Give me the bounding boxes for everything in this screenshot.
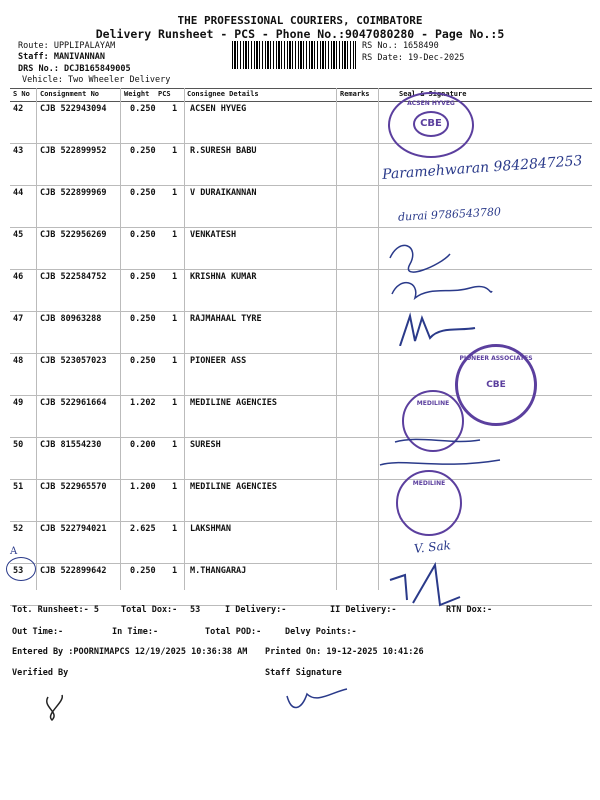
verifier-signature: [40, 692, 70, 722]
table-row: [10, 479, 592, 522]
row-consignee: VENKATESH: [190, 230, 237, 240]
rs-date: RS Date: 19-Dec-2025: [362, 53, 465, 63]
row-consignee: ACSEN HYVEG: [190, 104, 247, 114]
total-pod: Total POD:-: [205, 627, 262, 637]
row-53-a-mark: A: [10, 546, 18, 557]
company-name: THE PROFESSIONAL COURIERS, COIMBATORE: [177, 14, 423, 27]
pioneer-stamp: PIONEER ASSOCIATES CBE: [455, 344, 537, 426]
row-weight: 0.250: [130, 314, 156, 324]
entered-by: Entered By :POORNIMAPCS 12/19/2025 10:36:38 AM: [12, 647, 248, 657]
row-consignee: MEDILINE AGENCIES: [190, 398, 277, 408]
total-dox-value: 53: [190, 605, 201, 615]
mediline-stamp-51: MEDILINE: [396, 470, 462, 536]
row-pcs: 1: [172, 398, 178, 408]
row-pcs: 1: [172, 440, 178, 450]
row-sno: 44: [13, 188, 24, 198]
row-consignment: CJB 81554230: [40, 440, 102, 450]
row-consignment: CJB 522899642: [40, 566, 107, 576]
col-seal: Seal & Signature: [399, 90, 467, 98]
signature-row-52: V. Sak: [413, 538, 452, 556]
total-dox: Total Dox:-: [121, 605, 178, 615]
rtn-dox: RTN Dox:-: [446, 605, 493, 615]
staff-signature: Staff Signature: [265, 668, 342, 678]
col-consignee: Consignee Details: [187, 90, 259, 98]
row-pcs: 1: [172, 230, 178, 240]
col-remarks: Remarks: [340, 90, 370, 98]
row-consignee: SURESH: [190, 440, 221, 450]
row-pcs: 1: [172, 356, 178, 366]
row-weight: 2.625: [130, 524, 156, 534]
staff: Staff: MANIVANNAN: [18, 52, 105, 62]
row-weight: 1.200: [130, 482, 156, 492]
row-consignment: CJB 522899969: [40, 188, 107, 198]
row-weight: 0.250: [130, 272, 156, 282]
signature-row-43: Paramehwaran 9842847253: [381, 153, 583, 183]
row-consignment: CJB 522956269: [40, 230, 107, 240]
row-consignee: MEDILINE AGENCIES: [190, 482, 277, 492]
row-weight: 0.250: [130, 188, 156, 198]
out-time: Out Time:-: [12, 627, 64, 637]
row-sno: 49: [13, 398, 24, 408]
row-weight: 0.250: [130, 104, 156, 114]
row-consignee: PIONEER ASS: [190, 356, 247, 366]
row-consignment: CJB 522794021: [40, 524, 107, 534]
row-sno: 46: [13, 272, 24, 282]
row-pcs: 1: [172, 314, 178, 324]
row-pcs: 1: [172, 524, 178, 534]
row-pcs: 1: [172, 566, 178, 576]
row-consignment: CJB 522899952: [40, 146, 107, 156]
signature-row-44: durai 9786543780: [397, 205, 502, 224]
row-consignee: KRISHNA KUMAR: [190, 272, 257, 282]
row-weight: 0.250: [130, 356, 156, 366]
row-consignment: CJB 522584752: [40, 272, 107, 282]
in-time: In Time:-: [112, 627, 159, 637]
col-pcs: PCS: [158, 90, 171, 98]
printed-on: Printed On: 19-12-2025 10:41:26: [265, 647, 424, 657]
row-consignment: CJB 522943094: [40, 104, 107, 114]
delivery-points: Delvy Points:-: [285, 627, 357, 637]
row-pcs: 1: [172, 188, 178, 198]
row-sno: 51: [13, 482, 24, 492]
row-sno: 47: [13, 314, 24, 324]
row-consignment: CJB 80963288: [40, 314, 102, 324]
acsen-stamp: ACSEN HYVEG CBE: [388, 92, 474, 158]
total-runsheet: Tot. Runsheet:- 5: [12, 605, 99, 615]
row-weight: 0.200: [130, 440, 156, 450]
mediline-stamp-49: MEDILINE: [402, 390, 464, 452]
row-consignee: LAKSHMAN: [190, 524, 231, 534]
table-row: [10, 101, 592, 144]
table-header: [10, 88, 592, 102]
row-weight: 0.250: [130, 566, 156, 576]
row-pcs: 1: [172, 104, 178, 114]
row-weight: 0.250: [130, 146, 156, 156]
vehicle: Vehicle: Two Wheeler Delivery: [22, 75, 171, 85]
verified-by: Verified By: [12, 668, 69, 678]
row-consignment: CJB 523057023: [40, 356, 107, 366]
runsheet-title: Delivery Runsheet - PCS - Phone No.:9047080280 - Page No.:5: [95, 27, 505, 41]
row-consignee: RAJMAHAAL TYRE: [190, 314, 262, 324]
row-pcs: 1: [172, 272, 178, 282]
rs-number: RS No.: 1658490: [362, 41, 439, 51]
row-sno: 48: [13, 356, 24, 366]
row-sno: 50: [13, 440, 24, 450]
row-pcs: 1: [172, 482, 178, 492]
signatures-rows-45-47: [380, 236, 510, 346]
drs-number: DRS No.: DCJB165849005: [18, 64, 131, 74]
row-sno: 45: [13, 230, 24, 240]
row-sno: 53: [13, 566, 24, 576]
row-consignee: R.SURESH BABU: [190, 146, 257, 156]
row-consignment: CJB 522965570: [40, 482, 107, 492]
row-consignee: M.THANGARAJ: [190, 566, 247, 576]
ii-delivery: II Delivery:-: [330, 605, 397, 615]
staff-signature-mark: [282, 684, 352, 714]
col-sno: S No: [13, 90, 30, 98]
signature-row-53: [385, 555, 465, 610]
row-sno: 52: [13, 524, 24, 534]
i-delivery: I Delivery:-: [225, 605, 287, 615]
row-consignment: CJB 522961664: [40, 398, 107, 408]
barcode: [232, 41, 356, 69]
col-weight: Weight: [124, 90, 150, 98]
table-row: [10, 185, 592, 228]
row-weight: 0.250: [130, 230, 156, 240]
row-sno: 42: [13, 104, 24, 114]
row-53-circle-mark: [6, 557, 36, 581]
table-row: [10, 521, 592, 564]
row-consignee: V DURAIKANNAN: [190, 188, 257, 198]
row-weight: 1.202: [130, 398, 156, 408]
table-row: [10, 563, 592, 606]
row-sno: 43: [13, 146, 24, 156]
col-consignment: Consignment No: [40, 90, 100, 98]
row-pcs: 1: [172, 146, 178, 156]
route: Route: UPPLIPALAYAM: [18, 41, 116, 51]
